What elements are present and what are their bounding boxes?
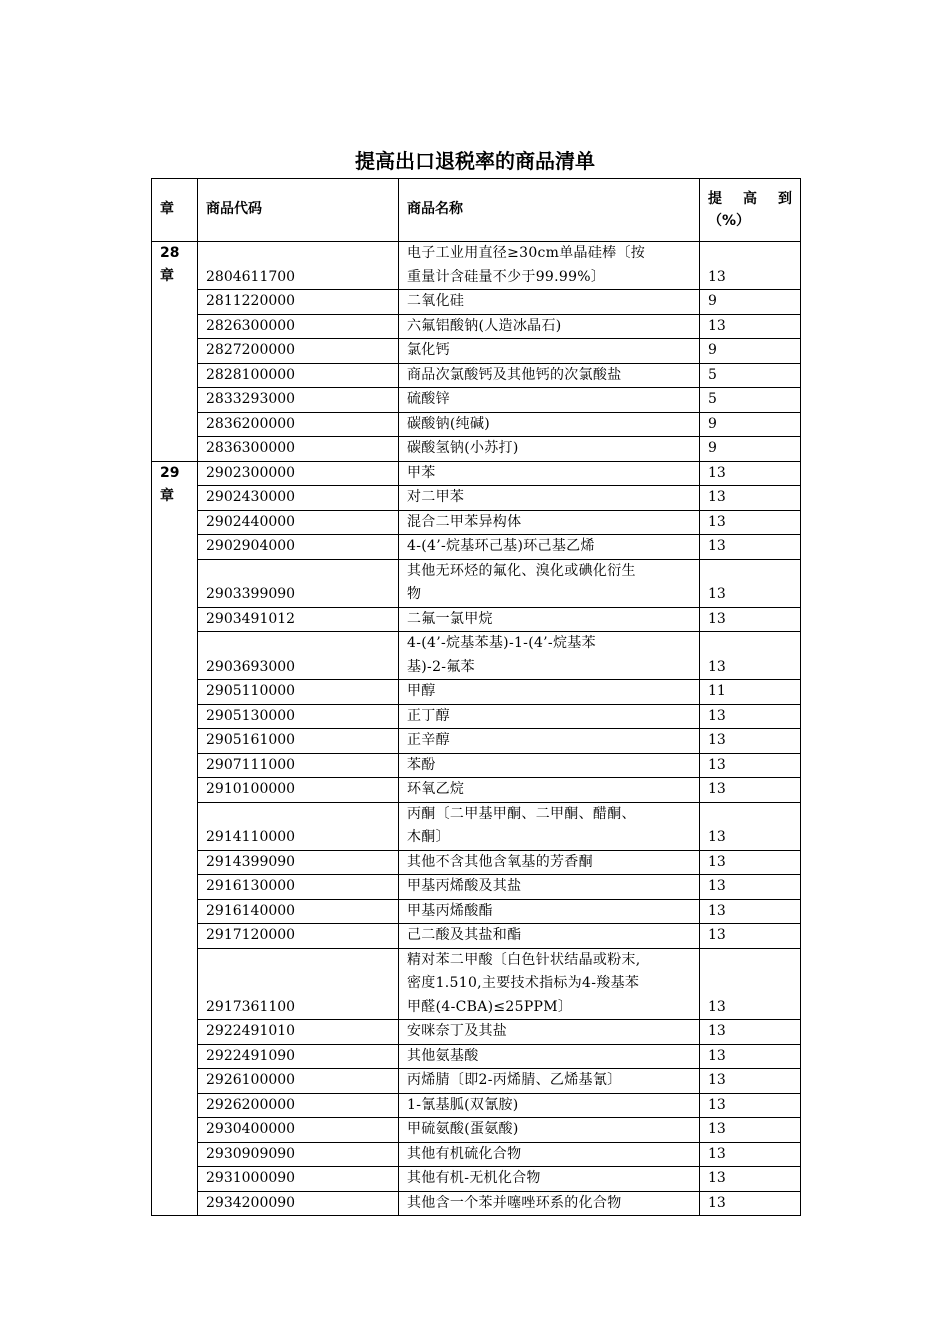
name-cell xyxy=(399,1069,700,1094)
rate-cell: 13 xyxy=(700,607,801,632)
code-cell: 2907111000 xyxy=(198,753,399,778)
table-row xyxy=(152,461,801,486)
name-cell xyxy=(399,388,700,413)
name-cell xyxy=(399,412,700,437)
rate-cell: 13 xyxy=(700,802,801,850)
name-cell xyxy=(399,924,700,949)
rate-cell: 13 xyxy=(700,850,801,875)
name-cell xyxy=(399,607,700,632)
chapter-label: 章 xyxy=(160,487,174,504)
code-cell: 2922491010 xyxy=(198,1020,399,1045)
name-cell xyxy=(399,778,700,803)
name-line: 甲基丙烯酸酯 xyxy=(407,902,493,919)
name-line: 精对苯二甲酸〔白色针状结晶或粉末, xyxy=(407,951,641,968)
name-cell xyxy=(399,314,700,339)
name-line: 4-(4’-烷基环己基)环己基乙烯 xyxy=(407,538,595,554)
name-line: 电子工业用直径≥30cm单晶硅棒〔按 xyxy=(407,245,646,261)
table-row xyxy=(152,729,801,754)
rate-cell: 13 xyxy=(700,559,801,607)
name-line: 对二甲苯 xyxy=(407,489,465,505)
table-row xyxy=(152,1142,801,1167)
name-line: 其他无环烃的氟化、溴化或碘化衍生 xyxy=(407,562,636,579)
code-cell: 2922491090 xyxy=(198,1044,399,1069)
table-row xyxy=(152,559,801,607)
name-line: 丙烯腈〔即2-丙烯腈、乙烯基氰〕 xyxy=(407,1072,622,1088)
chapter-label: 章 xyxy=(160,268,174,284)
table-row xyxy=(152,314,801,339)
name-line: 其他氨基酸 xyxy=(407,1047,479,1064)
code-cell: 2902300000 xyxy=(198,461,399,486)
name-cell xyxy=(399,1093,700,1118)
name-line: 商品次氯酸钙及其他钙的次氯酸盐 xyxy=(407,366,622,383)
name-cell xyxy=(399,1191,700,1216)
code-cell: 2917361100 xyxy=(198,948,399,1020)
name-line: 其他不含其他含氧基的芳香酮 xyxy=(407,853,593,870)
table-row xyxy=(152,437,801,462)
code-cell: 2931000090 xyxy=(198,1167,399,1192)
name-line: 二氟一氯甲烷 xyxy=(407,610,493,627)
rate-cell: 13 xyxy=(700,314,801,339)
commodity-table xyxy=(151,178,801,1216)
name-line: 其他有机-无机化合物 xyxy=(407,1170,541,1186)
name-line: 甲醛(4-CBA)≤25PPM〕 xyxy=(407,998,573,1015)
table-row xyxy=(152,290,801,315)
table-row xyxy=(152,486,801,511)
table-row xyxy=(152,778,801,803)
name-cell xyxy=(399,899,700,924)
code-cell: 2926200000 xyxy=(198,1093,399,1118)
name-cell xyxy=(399,339,700,364)
rate-cell: 13 xyxy=(700,875,801,900)
code-cell: 2903399090 xyxy=(198,559,399,607)
rate-cell: 13 xyxy=(700,632,801,680)
code-cell: 2916140000 xyxy=(198,899,399,924)
table-row xyxy=(152,802,801,850)
name-line: 正辛醇 xyxy=(407,732,450,748)
name-cell xyxy=(399,1167,700,1192)
name-line: 物 xyxy=(407,586,422,602)
rate-cell: 5 xyxy=(700,363,801,388)
table-row xyxy=(152,339,801,364)
table-row xyxy=(152,850,801,875)
rate-cell: 13 xyxy=(700,242,801,290)
name-cell xyxy=(399,437,700,462)
rate-cell: 13 xyxy=(700,778,801,803)
table-row xyxy=(152,1069,801,1094)
name-line: 氯化钙 xyxy=(407,342,450,358)
code-cell: 2827200000 xyxy=(198,339,399,364)
code-cell: 2905161000 xyxy=(198,729,399,754)
name-line: 基)-2-氟苯 xyxy=(407,658,475,675)
rate-cell: 13 xyxy=(700,535,801,560)
table-row xyxy=(152,1093,801,1118)
code-cell: 2914399090 xyxy=(198,850,399,875)
name-cell xyxy=(399,632,700,680)
table-row xyxy=(152,753,801,778)
header-rate-unit: （%） xyxy=(708,213,751,229)
name-line: 重量计含硅量不少于99.99%〕 xyxy=(407,268,606,285)
code-cell: 2910100000 xyxy=(198,778,399,803)
rate-cell: 9 xyxy=(700,339,801,364)
rate-cell: 13 xyxy=(700,1142,801,1167)
table-row xyxy=(152,948,801,1020)
rate-cell: 13 xyxy=(700,1044,801,1069)
header-rate-char: 到 xyxy=(778,191,792,207)
rate-cell: 13 xyxy=(700,924,801,949)
code-cell: 2902440000 xyxy=(198,510,399,535)
code-cell: 2828100000 xyxy=(198,363,399,388)
name-cell xyxy=(399,704,700,729)
table-row xyxy=(152,607,801,632)
table-row xyxy=(152,1191,801,1216)
rate-cell: 13 xyxy=(700,510,801,535)
code-cell: 2917120000 xyxy=(198,924,399,949)
name-line: 二氧化硅 xyxy=(407,293,465,309)
name-line: 丙酮〔二甲基甲酮、二甲酮、醋酮、 xyxy=(407,805,636,822)
header-code: 商品代码 xyxy=(198,179,399,242)
name-line: 苯酚 xyxy=(407,756,436,773)
table-row xyxy=(152,412,801,437)
chapter-label: 28 xyxy=(160,245,180,261)
rate-cell: 9 xyxy=(700,437,801,462)
chapter-cell xyxy=(152,242,198,462)
code-cell: 2833293000 xyxy=(198,388,399,413)
rate-cell: 13 xyxy=(700,486,801,511)
name-cell xyxy=(399,461,700,486)
name-line: 己二酸及其盐和酯 xyxy=(407,927,522,943)
name-cell xyxy=(399,242,700,290)
name-line: 甲醇 xyxy=(407,683,436,699)
name-cell xyxy=(399,729,700,754)
code-cell: 2905130000 xyxy=(198,704,399,729)
chapter-label: 29 xyxy=(160,464,180,481)
table-row xyxy=(152,632,801,680)
name-cell xyxy=(399,1020,700,1045)
table-row xyxy=(152,875,801,900)
name-line: 碳酸钠(纯碱) xyxy=(407,415,491,432)
table-row xyxy=(152,899,801,924)
rate-cell: 13 xyxy=(700,753,801,778)
rate-cell: 13 xyxy=(700,1167,801,1192)
page-title: 提高出口退税率的商品清单 xyxy=(355,149,595,173)
rate-cell: 11 xyxy=(700,680,801,705)
name-line: 碳酸氢钠(小苏打) xyxy=(407,440,519,456)
name-line: 1-氰基胍(双氰胺) xyxy=(407,1096,519,1113)
code-cell: 2903491012 xyxy=(198,607,399,632)
header-chapter: 章 xyxy=(152,179,198,242)
rate-cell: 13 xyxy=(700,1069,801,1094)
name-line: 甲硫氨酸(蛋氨酸) xyxy=(407,1121,519,1137)
rate-cell: 9 xyxy=(700,290,801,315)
code-cell: 2902430000 xyxy=(198,486,399,511)
code-cell: 2905110000 xyxy=(198,680,399,705)
rate-cell: 13 xyxy=(700,899,801,924)
name-line: 安咪奈丁及其盐 xyxy=(407,1023,508,1039)
name-line: 混合二甲苯异构体 xyxy=(407,513,522,530)
rate-cell: 13 xyxy=(700,948,801,1020)
code-cell: 2826300000 xyxy=(198,314,399,339)
code-cell: 2926100000 xyxy=(198,1069,399,1094)
name-cell xyxy=(399,486,700,511)
rate-cell: 13 xyxy=(700,1191,801,1216)
name-line: 六氟铝酸钠(人造冰晶石) xyxy=(407,317,562,334)
code-cell: 2930400000 xyxy=(198,1118,399,1143)
table-row xyxy=(152,363,801,388)
code-cell: 2811220000 xyxy=(198,290,399,315)
code-cell: 2916130000 xyxy=(198,875,399,900)
table-row xyxy=(152,1167,801,1192)
name-cell xyxy=(399,559,700,607)
name-cell xyxy=(399,802,700,850)
table-row xyxy=(152,1118,801,1143)
code-cell: 2902904000 xyxy=(198,535,399,560)
table-row xyxy=(152,510,801,535)
header-row xyxy=(152,179,801,242)
rate-cell: 13 xyxy=(700,704,801,729)
code-cell: 2903693000 xyxy=(198,632,399,680)
code-cell: 2914110000 xyxy=(198,802,399,850)
header-name: 商品名称 xyxy=(399,179,700,242)
table-body xyxy=(152,242,801,1216)
name-line: 4-(4’-烷基苯基)-1-(4’-烷基苯 xyxy=(407,635,596,651)
name-cell xyxy=(399,363,700,388)
rate-cell: 9 xyxy=(700,412,801,437)
code-cell: 2836300000 xyxy=(198,437,399,462)
name-cell xyxy=(399,850,700,875)
table-row xyxy=(152,388,801,413)
header-rate xyxy=(700,179,801,242)
rate-cell: 13 xyxy=(700,1020,801,1045)
rate-cell: 13 xyxy=(700,729,801,754)
name-cell xyxy=(399,680,700,705)
table-row xyxy=(152,924,801,949)
table-row xyxy=(152,680,801,705)
code-cell: 2804611700 xyxy=(198,242,399,290)
name-line: 密度1.510,主要技术指标为4-羧基苯 xyxy=(407,975,640,991)
name-cell xyxy=(399,1118,700,1143)
name-cell xyxy=(399,753,700,778)
name-cell xyxy=(399,1142,700,1167)
name-cell xyxy=(399,535,700,560)
table-row xyxy=(152,1020,801,1045)
rate-cell: 13 xyxy=(700,1118,801,1143)
header-rate-char: 提 xyxy=(708,191,722,207)
name-line: 甲苯 xyxy=(407,464,436,481)
name-line: 木酮〕 xyxy=(407,829,450,845)
table-row xyxy=(152,242,801,290)
rate-cell: 13 xyxy=(700,1093,801,1118)
code-cell: 2930909090 xyxy=(198,1142,399,1167)
name-cell xyxy=(399,875,700,900)
name-line: 其他有机硫化合物 xyxy=(407,1145,522,1162)
header-rate-char: 高 xyxy=(743,191,757,207)
name-cell xyxy=(399,1044,700,1069)
rate-cell: 5 xyxy=(700,388,801,413)
code-cell: 2836200000 xyxy=(198,412,399,437)
table-row xyxy=(152,704,801,729)
rate-cell: 13 xyxy=(700,461,801,486)
code-cell: 2934200090 xyxy=(198,1191,399,1216)
name-line: 硫酸锌 xyxy=(407,391,450,407)
name-line: 正丁醇 xyxy=(407,707,450,724)
chapter-cell xyxy=(152,461,198,1216)
table-row xyxy=(152,535,801,560)
name-line: 其他含一个苯并噻唑环系的化合物 xyxy=(407,1194,622,1211)
name-cell xyxy=(399,290,700,315)
name-cell xyxy=(399,510,700,535)
name-cell xyxy=(399,948,700,1020)
name-line: 环氧乙烷 xyxy=(407,781,465,797)
name-line: 甲基丙烯酸及其盐 xyxy=(407,878,522,894)
table-row xyxy=(152,1044,801,1069)
